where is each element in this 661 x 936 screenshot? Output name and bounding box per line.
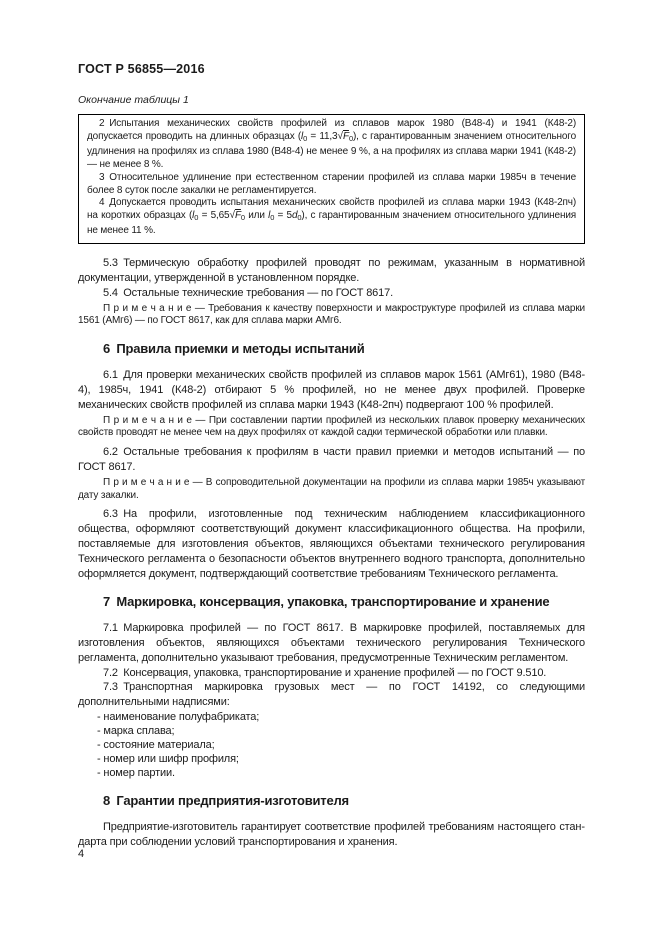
clause-6-2: 6.2 Остальные требования к профилям в части правил приемки и методов испытаний — по ГОСТ 8617.: [78, 446, 585, 473]
formula-var-f: F: [342, 130, 349, 142]
note-after-6-1: П р и м е ч а н и е — При составлении партии профилей из нескольких плавок проверку механических свойств проводят не менее чем на двух профилях от каждой садки термической обработки или плавки.: [78, 414, 585, 439]
clause-8-paragraph: Предприятие-изготовитель гарантирует соответствие профилей требованиям настоящего стандарта при соблюдении условий транспортирования и хранения.: [78, 821, 585, 848]
square-root-icon: √: [337, 130, 343, 142]
list-item: - состояние материала;: [97, 739, 215, 752]
list-item: - марка сплава;: [97, 725, 175, 738]
note-after-5-4: П р и м е ч а н и е — Требования к качеству поверхности и макроструктуре профилей из сплава марки 1561 (АМг6) — по ГОСТ 8617, как для сплава марки АМг6.: [78, 302, 585, 327]
clause-7-1: 7.1 Маркировка профилей — по ГОСТ 8617. В маркировке профилей, поставляемых для изготовления объектов, являющихся объектами технического регулирования Технического регламента, дополнительно указывают требования, предусмотренные Техническим регламентом.: [78, 622, 585, 664]
clause-5-3: 5.3 Термическую обработку профилей проводят по режимам, указанным в нормативной документации, утвержденной в установленном порядке.: [78, 257, 585, 284]
doc-number: ГОСТ Р 56855—2016: [78, 62, 205, 76]
table-footnotes-box: [78, 114, 585, 244]
formula-subscript: 0: [348, 133, 353, 143]
note4-text: 4 Допускается проводить испытания механических свойств профилей из сплава марки 1943 (К48-2пч) на коротких образцах (: [87, 197, 576, 222]
section-6-heading: 6 Правила приемки и методы испытаний: [103, 341, 365, 357]
clause-7-2: 7.2 Консервация, упаковка, транспортирование и хранение профилей — по ГОСТ 9.510.: [103, 666, 547, 679]
formula-var-d: d: [291, 210, 298, 222]
formula-var-l: l: [192, 210, 195, 222]
list-item: - наименование полуфабриката;: [97, 711, 260, 724]
clause-6-3: 6.3 На профили, изготовленные под техническим наблюдением классификационного общества, оформляют соответствующий документ классификационного общества. На профили, поставляемые для изготовления объектов, являющихся объектами технического регулирования Технического регламента о безопасности объектов внутреннего водного транспорта, дополнительно оформляется документ, подтверждающий соответствие требованиям Технического регламента.: [78, 508, 585, 580]
formula-subscript: 0: [270, 213, 275, 223]
section-8-heading: 8 Гарантии предприятия-изготовителя: [103, 793, 349, 809]
table-note-3: 3 Относительное удлинение при естественном старении профилей из сплава марки 1985ч в течение более 8 суток после закалки не регламентируется.: [87, 171, 576, 196]
formula-var-f: F: [234, 210, 241, 222]
note4-text: или: [244, 210, 269, 222]
table-note-2: [87, 118, 576, 172]
page-number: 4: [78, 848, 85, 860]
section-7-heading: 7 Маркировка, консервация, упаковка, транспортирование и хранение: [103, 594, 550, 610]
note2-text: = 11,3: [307, 130, 338, 142]
clause-5-4: 5.4 Остальные технические требования — по ГОСТ 8617.: [103, 286, 393, 299]
formula-subscript: 0: [240, 213, 245, 223]
note4-text: = 5,65: [198, 210, 230, 222]
formula-subscript: 0: [303, 133, 308, 143]
formula-subscript: 0: [194, 213, 199, 223]
note4-text: = 5: [274, 210, 292, 222]
table-continuation-caption: Окончание таблицы 1: [78, 94, 189, 106]
clause-6-1: 6.1 Для проверки механических свойств профилей из сплавов марок 1561 (АМг61), 1980 (В48-4), 1985ч, 1941 (К48-2) отбирают 5 % профилей, но не менее двух профилей. Проверке механических свойств профилей из сплава марки 1943 (К48-2пч) подвергают 100 % профилей.: [78, 369, 585, 411]
page-content: [78, 62, 585, 850]
note4-text: ), с гарантированным значением относительного удлинения не менее 11 %.: [87, 210, 577, 237]
note2-text: 2 Испытания механических свойств профилей из сплавов марок 1980 (В48-4) и 1941 (К48-2) допускается проводить на длинных образцах (: [87, 118, 576, 142]
marking-items-list: [97, 710, 585, 780]
clause-7-3: 7.3 Транспортная маркировка грузовых мест — по ГОСТ 14192, со следующими дополнительными надписями:: [78, 681, 585, 709]
list-item: - номер или шифр профиля;: [97, 753, 239, 766]
square-root-icon: √: [229, 210, 235, 222]
formula-var-l: l: [301, 130, 304, 142]
note2-text: ), с гарантированным значением относительного удлинения на профилях из сплава 1980 (В48-4) не менее 9 %, а на профилях из сплава марки 1941 (К48-2) — не менее 8 %.: [87, 130, 576, 170]
note-after-6-2: П р и м е ч а н и е — В сопроводительной документации на профили из сплава марки 1985ч указывают дату закалки.: [78, 476, 585, 501]
formula-subscript: 0: [297, 213, 302, 223]
table-note-4: [87, 197, 576, 238]
formula-var-l: l: [268, 210, 271, 222]
list-item: - номер партии.: [97, 767, 175, 780]
